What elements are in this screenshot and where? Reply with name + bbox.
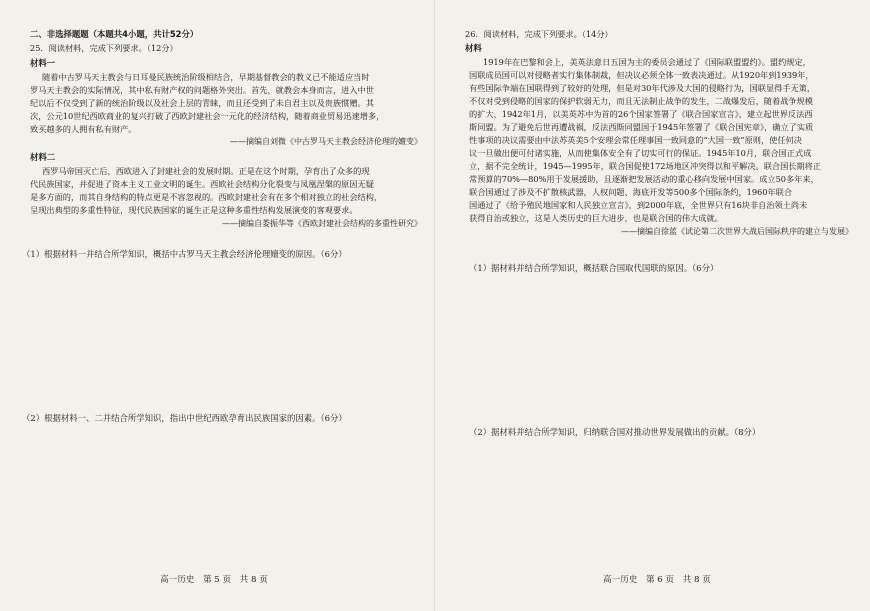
- material-line: 性事项的决议需要由中法苏英美5个安理会常任理事国一致同意的“大国一致”原则，使任何决: [469, 135, 802, 145]
- material-line: 议一旦做出便可付诸实施，从而使集体安全有了切实可行的保证。1945年10月，联合国正式成: [469, 148, 812, 158]
- material-line: 1919年在巴黎和会上，美英法意日五国为主的委员会通过了《国际联盟盟约》。盟约规定，: [483, 57, 811, 67]
- material-line: 常预算的70%—80%用于发展援助，且逐渐把发展活动的重心移向发展中国家。成立50多年来，: [469, 174, 819, 184]
- material-line: 的扩大，1942年1月，以美英苏中为首的26个国家签署了《联合国家宣言》，建立起世界反法西: [469, 109, 813, 119]
- material-1-line: 随着中古罗马天主教会与日耳曼民族统治阶级相结合，早期基督教会的教义已不能适应当时: [42, 72, 370, 82]
- material-label: 材料: [465, 43, 482, 53]
- material-1-source: ——摘编自刘微《中古罗马天主教会经济伦理的嬗变》: [230, 137, 422, 146]
- question-25-2: （2）根据材料一、二并结合所学知识，指出中世纪西欧孕育出民族国家的因素。（6分）: [22, 413, 347, 423]
- question-25-1: （1）根据材料一并结合所学知识，概括中古罗马天主教会经济伦理嬗变的原因。（6分）: [22, 249, 347, 259]
- material-line: 获得自治或独立，这是人类历史的巨大进步，也是联合国的伟大成就。: [469, 213, 723, 223]
- material-2-source: ——摘编自娄振华等《西欧封建社会结构的多重性研究》: [222, 219, 422, 228]
- q25-heading: 25．阅读材料，完成下列要求。（12分）: [30, 43, 178, 53]
- material-1-line: 致买越多的人拥有私有财产。: [30, 124, 137, 134]
- material-line: 斯同盟。为了避免后世再遭战祸，反法西斯同盟国于1945年签署了《联合国宪章》，确立了实质: [469, 122, 814, 132]
- section-title: 二、非选择题题（本题共4小题，共计52分）: [30, 29, 199, 39]
- material-2-line: 是多方面的，而其自身结构的特点更是不容忽视的。西欧封建社会有在多个相对独立的社会结构，: [30, 192, 383, 202]
- material-1-line: 罗马天主教会的实际情况，其中私有财产权的问题格外突出。首先，就教会本身而言，进入中世: [30, 85, 374, 95]
- material-2-label: 材料二: [30, 152, 56, 162]
- material-line: 有些国际争端在国联得到了较好的处理，但是对30年代涉及大国的侵略行为，国联显得手无策，: [469, 83, 816, 93]
- material-line: 不仅对受到侵略的国家的保护软弱无力，而且无法制止战争的发生，二战爆发后，随着战争规模: [469, 96, 813, 106]
- page-footer: 高一历史 第 6 页 共 8 页: [603, 575, 711, 585]
- material-line: 联合国通过了涉及不扩散核武器，人权问题、海底开发等500多个国际条约，1960年联合: [469, 187, 793, 197]
- material-1-line: 次，公元10世纪西欧商业的复兴打破了西欧封建社会一元化的经济结构，随着商业贸易迅速增多，: [30, 111, 385, 121]
- material-2-line: 呈现出典型的多重性特征，现代民族国家的诞生正是这种多重性结构发展演变的客观要求。: [30, 205, 358, 215]
- material-1-line: 纪以后不仅受到了新的统治阶级以及社会上层的青睐，而且还受到了未自君主以及贵族惯赠。其: [30, 98, 374, 108]
- material-2-line: 代民族国家，并促进了资本主义工业文明的诞生。西欧社会结构分化裂变与凤凰涅槃的原因无疑: [30, 179, 374, 189]
- material-line: 国通过了《给予殖民地国家和人民独立宣言》，到2000年底，全世界只有16块非自治领土尚未: [469, 200, 808, 210]
- question-26-2: （2）据材料并结合所学知识，归纳联合国对推动世界发展做出的贡献。（8分）: [469, 427, 761, 437]
- material-line: 立，据不完全统计，1945—1995年，联合国促使172场地区冲突得以和平解决。联合国长期将正: [469, 161, 822, 171]
- question-26-1: （1）据材料并结合所学知识，概括联合国取代国联的原因。（6分）: [469, 263, 719, 273]
- q26-heading: 26．阅读材料，完成下列要求。（14分）: [465, 29, 613, 39]
- material-source: ——摘编自徐蓝《试论第二次世界大战后国际秩序的建立与发展》: [621, 227, 853, 236]
- right-page: [435, 0, 870, 611]
- page-footer: 高一历史 第 5 页 共 8 页: [160, 575, 268, 585]
- material-1-label: 材料一: [30, 58, 56, 68]
- material-line: 国联成员国可以对侵略者实行集体制裁，但决议必须全体一致表决通过。从1920年到1939年，: [469, 70, 814, 80]
- material-2-line: 西罗马帝国灭亡后，西欧进入了封建社会的发展时期。正是在这个时期，孕育出了众多的现: [42, 166, 370, 176]
